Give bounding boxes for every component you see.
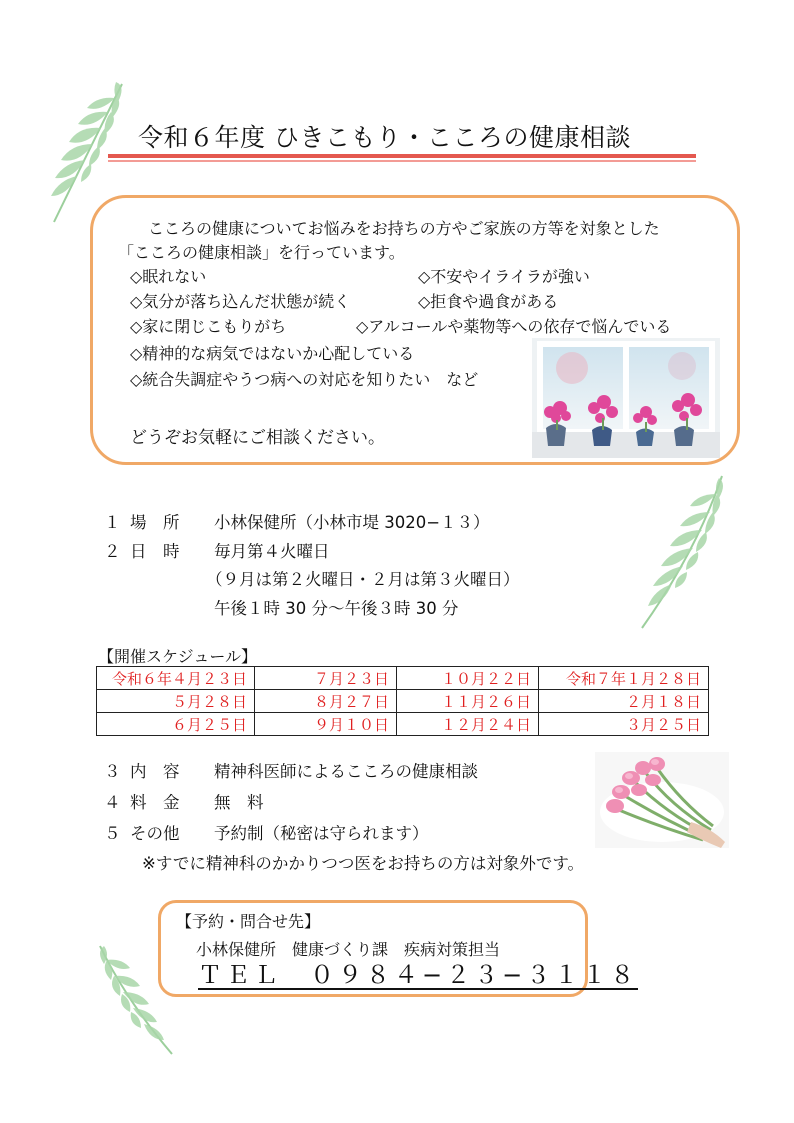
info-datetime-value: 毎月第４火曜日 bbox=[214, 542, 330, 561]
info-place-num: １ bbox=[104, 513, 121, 532]
schedule-cell: ２月１８日 bbox=[539, 690, 709, 713]
info-fee-label: 料 金 bbox=[130, 793, 180, 812]
symptom-item: ◇拒食や過食がある bbox=[418, 292, 559, 311]
schedule-label: 【開催スケジュール】 bbox=[98, 647, 258, 666]
info-datetime-num: ２ bbox=[104, 542, 121, 561]
schedule-cell: 令和６年４月２３日 bbox=[97, 667, 255, 690]
info-fee-num: ４ bbox=[104, 793, 121, 812]
info-other-num: ５ bbox=[104, 824, 121, 843]
schedule-table bbox=[96, 666, 709, 736]
contact-heading: 【予約・問合せ先】 bbox=[176, 912, 321, 931]
info-datetime-note: （９月は第２火曜日・２月は第３火曜日） bbox=[206, 570, 520, 589]
symptom-item: ◇気分が落ち込んだ状態が続く bbox=[130, 292, 351, 311]
table-row bbox=[97, 690, 709, 713]
contact-phone: ＴＥＬ ０９８４−２３−３１１８ bbox=[198, 961, 639, 989]
schedule-cell: ８月２７日 bbox=[255, 690, 397, 713]
leaf-decoration-right bbox=[636, 472, 728, 632]
schedule-cell: １１月２６日 bbox=[397, 690, 539, 713]
schedule-cell: ５月２８日 bbox=[97, 690, 255, 713]
info-place-value: 小林保健所（小林市堤 3020−１３） bbox=[214, 513, 490, 532]
page-title: 令和６年度 ひきこもり・こころの健康相談 bbox=[138, 123, 631, 152]
title-underline-thin bbox=[108, 160, 696, 162]
title-underline bbox=[108, 154, 696, 158]
schedule-cell: ７月２３日 bbox=[255, 667, 397, 690]
schedule-cell: １２月２４日 bbox=[397, 713, 539, 736]
symptom-item: ◇統合失調症やうつ病への対応を知りたい など bbox=[130, 370, 479, 389]
contact-department: 小林保健所 健康づくり課 疾病対策担当 bbox=[196, 940, 501, 959]
info-other-label: その他 bbox=[130, 824, 180, 843]
schedule-cell: １０月２２日 bbox=[397, 667, 539, 690]
info-fee bbox=[104, 789, 264, 813]
info-content-value: 精神科医師によるこころの健康相談 bbox=[214, 762, 478, 781]
tulip-bouquet-image bbox=[595, 752, 729, 848]
schedule-cell: ６月２５日 bbox=[97, 713, 255, 736]
schedule-cell: ３月２５日 bbox=[539, 713, 709, 736]
schedule-cell: ９月１０日 bbox=[255, 713, 397, 736]
intro-closing: どうぞお気軽にご相談ください。 bbox=[130, 428, 385, 448]
info-content-num: ３ bbox=[104, 762, 121, 781]
schedule-cell: 令和７年１月２８日 bbox=[539, 667, 709, 690]
table-row bbox=[97, 667, 709, 690]
info-content bbox=[104, 758, 478, 782]
info-content-label: 内 容 bbox=[130, 762, 180, 781]
symptom-item: ◇家に閉じこもりがち bbox=[130, 317, 287, 336]
window-flowers-image bbox=[532, 338, 720, 458]
symptom-item: ◇アルコールや薬物等への依存で悩んでいる bbox=[356, 317, 672, 336]
symptom-item: ◇眠れない bbox=[130, 267, 207, 286]
info-datetime-label: 日 時 bbox=[130, 542, 180, 561]
symptom-item: ◇精神的な病気ではないか心配している bbox=[130, 344, 415, 363]
info-other-note: ※すでに精神科のかかりつつ医をお持ちの方は対象外です。 bbox=[142, 854, 585, 873]
symptom-item: ◇不安やイライラが強い bbox=[418, 267, 590, 286]
info-place bbox=[104, 509, 490, 533]
intro-line-2: 「こころの健康相談」を行っています。 bbox=[118, 243, 405, 262]
intro-line-1: こころの健康についてお悩みをお持ちの方やご家族の方等を対象とした bbox=[148, 219, 660, 238]
info-place-label: 場 所 bbox=[130, 513, 180, 532]
info-fee-value: 無 料 bbox=[214, 793, 264, 812]
info-other bbox=[104, 820, 429, 844]
info-datetime bbox=[104, 538, 330, 562]
table-row bbox=[97, 713, 709, 736]
info-datetime-time: 午後１時 30 分〜午後３時 30 分 bbox=[214, 599, 459, 618]
info-other-value: 予約制（秘密は守られます） bbox=[214, 824, 429, 843]
